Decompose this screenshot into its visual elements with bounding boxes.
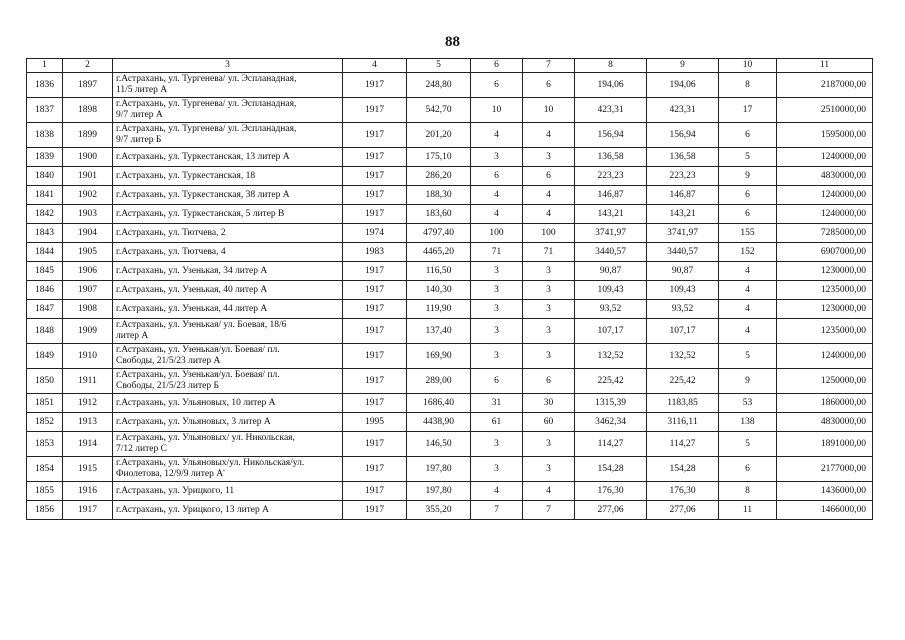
cell-col8: 194,06	[575, 73, 647, 98]
cell-col8: 114,27	[575, 432, 647, 457]
cell-col7: 6	[523, 167, 575, 186]
column-header: 1	[27, 59, 63, 73]
address-line: г.Астрахань, ул. Узенькая, 40 литер А	[116, 284, 268, 295]
cell-index: 1846	[27, 281, 63, 300]
address-line: 9/7 литер А	[116, 110, 163, 120]
cell-col6: 4	[471, 482, 523, 501]
cell-area: 4465,20	[407, 243, 471, 262]
cell-index: 1841	[27, 186, 63, 205]
cell-price: 1240000,00	[777, 186, 873, 205]
table-row	[27, 243, 873, 262]
table-row	[27, 98, 873, 123]
cell-col8: 3440,57	[575, 243, 647, 262]
cell-area: 248,80	[407, 73, 471, 98]
cell-area: 289,00	[407, 369, 471, 394]
cell-number: 1917	[63, 501, 113, 520]
cell-price: 2510000,00	[777, 98, 873, 123]
cell-number: 1910	[63, 344, 113, 369]
cell-price: 1466000,00	[777, 501, 873, 520]
cell-year: 1995	[343, 413, 407, 432]
cell-col8: 93,52	[575, 300, 647, 319]
address-line: г.Астрахань, ул. Туркестанская, 18	[116, 170, 256, 181]
table-row	[27, 501, 873, 520]
cell-col10: 6	[719, 205, 777, 224]
column-header: 3	[113, 59, 343, 73]
cell-col7: 3	[523, 457, 575, 482]
cell-year: 1917	[343, 501, 407, 520]
cell-col10: 53	[719, 394, 777, 413]
cell-area: 183,60	[407, 205, 471, 224]
cell-col6: 6	[471, 167, 523, 186]
cell-number: 1912	[63, 394, 113, 413]
cell-index: 1856	[27, 501, 63, 520]
cell-price: 4830000,00	[777, 167, 873, 186]
cell-address	[113, 394, 343, 413]
cell-index: 1852	[27, 413, 63, 432]
address-line: г.Астрахань, ул. Тургенева/ ул. Эспланадная,	[116, 99, 297, 109]
cell-year: 1917	[343, 300, 407, 319]
cell-col10: 4	[719, 281, 777, 300]
cell-number: 1905	[63, 243, 113, 262]
column-header: 6	[471, 59, 523, 73]
cell-address	[113, 281, 343, 300]
cell-index: 1851	[27, 394, 63, 413]
column-header: 8	[575, 59, 647, 73]
address-line: г.Астрахань, ул. Ульяновых/ ул. Никольская,	[116, 433, 295, 443]
column-header: 4	[343, 59, 407, 73]
cell-col7: 60	[523, 413, 575, 432]
cell-year: 1917	[343, 167, 407, 186]
address-line: г.Астрахань, ул. Урицкого, 13 литер А	[116, 504, 270, 515]
cell-index: 1844	[27, 243, 63, 262]
cell-col8: 423,31	[575, 98, 647, 123]
table-row	[27, 457, 873, 482]
cell-price: 1250000,00	[777, 369, 873, 394]
cell-col7: 3	[523, 432, 575, 457]
cell-col8: 107,17	[575, 319, 647, 344]
cell-col8: 136,58	[575, 148, 647, 167]
cell-address	[113, 148, 343, 167]
cell-area: 542,70	[407, 98, 471, 123]
address-line: г.Астрахань, ул. Туркестанская, 5 литер В	[116, 208, 285, 219]
cell-col7: 6	[523, 73, 575, 98]
address-line: г.Астрахань, ул. Узенькая, 34 литер А	[116, 265, 268, 276]
cell-index: 1845	[27, 262, 63, 281]
cell-col9: 114,27	[647, 432, 719, 457]
cell-col9: 3440,57	[647, 243, 719, 262]
cell-col6: 6	[471, 369, 523, 394]
cell-col7: 3	[523, 319, 575, 344]
table-row	[27, 148, 873, 167]
cell-year: 1917	[343, 205, 407, 224]
cell-number: 1915	[63, 457, 113, 482]
cell-address	[113, 432, 343, 457]
cell-number: 1907	[63, 281, 113, 300]
cell-col9: 93,52	[647, 300, 719, 319]
address-line: литер А	[116, 331, 149, 341]
cell-area: 188,30	[407, 186, 471, 205]
cell-col10: 155	[719, 224, 777, 243]
cell-col7: 10	[523, 98, 575, 123]
cell-col10: 17	[719, 98, 777, 123]
address-line: 7/12 литер С	[116, 444, 167, 454]
cell-area: 146,50	[407, 432, 471, 457]
header-row	[27, 59, 873, 73]
cell-col8: 143,21	[575, 205, 647, 224]
cell-number: 1904	[63, 224, 113, 243]
cell-col8: 176,30	[575, 482, 647, 501]
cell-col6: 100	[471, 224, 523, 243]
cell-address	[113, 123, 343, 148]
cell-col9: 107,17	[647, 319, 719, 344]
table-row	[27, 344, 873, 369]
cell-col9: 194,06	[647, 73, 719, 98]
cell-col8: 146,87	[575, 186, 647, 205]
cell-price: 2177000,00	[777, 457, 873, 482]
address-line: г.Астрахань, ул. Ульяновых/ул. Никольская/ул.	[116, 458, 305, 468]
cell-address	[113, 413, 343, 432]
cell-col9: 225,42	[647, 369, 719, 394]
cell-col7: 4	[523, 482, 575, 501]
cell-col6: 3	[471, 300, 523, 319]
cell-col10: 6	[719, 457, 777, 482]
cell-col6: 7	[471, 501, 523, 520]
address-line: г.Астрахань, ул. Узенькая/ул. Боевая/ пл.	[116, 345, 280, 355]
cell-area: 137,40	[407, 319, 471, 344]
cell-col10: 5	[719, 344, 777, 369]
cell-index: 1853	[27, 432, 63, 457]
cell-col6: 61	[471, 413, 523, 432]
cell-address	[113, 205, 343, 224]
table-row	[27, 319, 873, 344]
table-row	[27, 167, 873, 186]
cell-year: 1917	[343, 186, 407, 205]
cell-col8: 154,28	[575, 457, 647, 482]
cell-col6: 4	[471, 205, 523, 224]
cell-year: 1917	[343, 98, 407, 123]
cell-address	[113, 344, 343, 369]
table-row	[27, 205, 873, 224]
cell-price: 1595000,00	[777, 123, 873, 148]
cell-address	[113, 186, 343, 205]
cell-address	[113, 73, 343, 98]
cell-col10: 9	[719, 369, 777, 394]
cell-col7: 100	[523, 224, 575, 243]
cell-index: 1837	[27, 98, 63, 123]
cell-col6: 31	[471, 394, 523, 413]
cell-area: 201,20	[407, 123, 471, 148]
cell-year: 1983	[343, 243, 407, 262]
cell-year: 1974	[343, 224, 407, 243]
cell-number: 1902	[63, 186, 113, 205]
cell-price: 1860000,00	[777, 394, 873, 413]
cell-col10: 5	[719, 432, 777, 457]
column-header: 10	[719, 59, 777, 73]
cell-col10: 138	[719, 413, 777, 432]
cell-col10: 8	[719, 73, 777, 98]
address-line: г.Астрахань, ул. Урицкого, 11	[116, 485, 235, 496]
cell-col9: 176,30	[647, 482, 719, 501]
cell-address	[113, 224, 343, 243]
cell-col10: 11	[719, 501, 777, 520]
cell-col10: 5	[719, 148, 777, 167]
cell-col10: 4	[719, 300, 777, 319]
cell-col9: 154,28	[647, 457, 719, 482]
cell-year: 1917	[343, 394, 407, 413]
cell-number: 1899	[63, 123, 113, 148]
cell-price: 1436000,00	[777, 482, 873, 501]
cell-year: 1917	[343, 369, 407, 394]
cell-number: 1911	[63, 369, 113, 394]
cell-col9: 136,58	[647, 148, 719, 167]
cell-col9: 146,87	[647, 186, 719, 205]
address-line: г.Астрахань, ул. Ульяновых, 3 литер А	[116, 416, 271, 427]
cell-number: 1914	[63, 432, 113, 457]
cell-year: 1917	[343, 319, 407, 344]
cell-area: 140,30	[407, 281, 471, 300]
cell-col6: 4	[471, 123, 523, 148]
cell-col10: 8	[719, 482, 777, 501]
page-number: 88	[445, 34, 460, 50]
cell-col7: 3	[523, 262, 575, 281]
cell-col9: 132,52	[647, 344, 719, 369]
cell-address	[113, 501, 343, 520]
cell-year: 1917	[343, 148, 407, 167]
table-body	[27, 73, 873, 520]
cell-index: 1843	[27, 224, 63, 243]
cell-col9: 3741,97	[647, 224, 719, 243]
cell-index: 1850	[27, 369, 63, 394]
cell-year: 1917	[343, 457, 407, 482]
cell-number: 1913	[63, 413, 113, 432]
cell-col6: 6	[471, 73, 523, 98]
cell-year: 1917	[343, 344, 407, 369]
table-row	[27, 394, 873, 413]
column-header: 11	[777, 59, 873, 73]
cell-price: 1235000,00	[777, 281, 873, 300]
cell-col9: 90,87	[647, 262, 719, 281]
cell-area: 355,20	[407, 501, 471, 520]
cell-number: 1908	[63, 300, 113, 319]
cell-price: 1240000,00	[777, 148, 873, 167]
table-row	[27, 123, 873, 148]
cell-number: 1900	[63, 148, 113, 167]
cell-col8: 1315,39	[575, 394, 647, 413]
cell-price: 1235000,00	[777, 319, 873, 344]
cell-col6: 71	[471, 243, 523, 262]
cell-area: 4438,90	[407, 413, 471, 432]
cell-year: 1917	[343, 432, 407, 457]
cell-address	[113, 457, 343, 482]
cell-index: 1842	[27, 205, 63, 224]
cell-area: 4797,40	[407, 224, 471, 243]
address-line: г.Астрахань, ул. Тургенева/ ул. Эспланадная,	[116, 124, 297, 134]
cell-price: 7285000,00	[777, 224, 873, 243]
cell-address	[113, 482, 343, 501]
cell-price: 6907000,00	[777, 243, 873, 262]
cell-col8: 132,52	[575, 344, 647, 369]
address-line: г.Астрахань, ул. Узенькая, 44 литер А	[116, 303, 268, 314]
table-row	[27, 413, 873, 432]
cell-col9: 3116,11	[647, 413, 719, 432]
cell-col9: 277,06	[647, 501, 719, 520]
cell-col8: 225,42	[575, 369, 647, 394]
address-line: г.Астрахань, ул. Тютчева, 2	[116, 227, 226, 238]
cell-number: 1916	[63, 482, 113, 501]
address-line: г.Астрахань, ул. Тургенева/ ул. Эспланадная,	[116, 74, 297, 84]
cell-number: 1897	[63, 73, 113, 98]
table-row	[27, 482, 873, 501]
cell-col8: 156,94	[575, 123, 647, 148]
cell-address	[113, 319, 343, 344]
cell-number: 1901	[63, 167, 113, 186]
cell-year: 1917	[343, 73, 407, 98]
cell-col9: 423,31	[647, 98, 719, 123]
address-line: Свободы, 21/5/23 литер Б	[116, 381, 219, 391]
cell-address	[113, 369, 343, 394]
cell-area: 286,20	[407, 167, 471, 186]
cell-col6: 3	[471, 344, 523, 369]
cell-number: 1906	[63, 262, 113, 281]
cell-col6: 3	[471, 457, 523, 482]
cell-index: 1849	[27, 344, 63, 369]
address-line: г.Астрахань, ул. Тютчева, 4	[116, 246, 226, 257]
cell-area: 197,80	[407, 482, 471, 501]
address-line: г.Астрахань, ул. Туркестанская, 13 литер А	[116, 151, 290, 162]
cell-col7: 3	[523, 344, 575, 369]
cell-col7: 7	[523, 501, 575, 520]
cell-col8: 109,43	[575, 281, 647, 300]
table-row	[27, 300, 873, 319]
cell-address	[113, 243, 343, 262]
cell-col9: 156,94	[647, 123, 719, 148]
cell-col10: 4	[719, 319, 777, 344]
cell-price: 1230000,00	[777, 262, 873, 281]
cell-col6: 3	[471, 262, 523, 281]
cell-col10: 152	[719, 243, 777, 262]
cell-number: 1898	[63, 98, 113, 123]
cell-col7: 3	[523, 300, 575, 319]
cell-col7: 4	[523, 123, 575, 148]
column-header: 7	[523, 59, 575, 73]
cell-col8: 277,06	[575, 501, 647, 520]
cell-index: 1840	[27, 167, 63, 186]
cell-price: 2187000,00	[777, 73, 873, 98]
cell-year: 1917	[343, 262, 407, 281]
address-line: 11/5 литер А	[116, 85, 168, 95]
cell-area: 175,10	[407, 148, 471, 167]
column-header: 5	[407, 59, 471, 73]
cell-address	[113, 300, 343, 319]
cell-col9: 109,43	[647, 281, 719, 300]
cell-year: 1917	[343, 123, 407, 148]
table-row	[27, 224, 873, 243]
cell-price: 1240000,00	[777, 344, 873, 369]
column-header: 2	[63, 59, 113, 73]
cell-col7: 3	[523, 148, 575, 167]
cell-index: 1839	[27, 148, 63, 167]
cell-number: 1903	[63, 205, 113, 224]
address-line: 9/7 литер Б	[116, 135, 162, 145]
table-row	[27, 369, 873, 394]
cell-col6: 3	[471, 281, 523, 300]
cell-area: 169,90	[407, 344, 471, 369]
cell-address	[113, 262, 343, 281]
cell-index: 1854	[27, 457, 63, 482]
cell-col10: 4	[719, 262, 777, 281]
cell-price: 1891000,00	[777, 432, 873, 457]
table-row	[27, 262, 873, 281]
cell-index: 1836	[27, 73, 63, 98]
address-line: г.Астрахань, ул. Туркестанская, 38 литер А	[116, 189, 290, 200]
cell-col9: 223,23	[647, 167, 719, 186]
table-row	[27, 281, 873, 300]
cell-year: 1917	[343, 482, 407, 501]
table-row	[27, 186, 873, 205]
cell-area: 116,50	[407, 262, 471, 281]
cell-col7: 4	[523, 186, 575, 205]
cell-area: 197,80	[407, 457, 471, 482]
cell-area: 1686,40	[407, 394, 471, 413]
cell-price: 4830000,00	[777, 413, 873, 432]
cell-col8: 3741,97	[575, 224, 647, 243]
cell-index: 1848	[27, 319, 63, 344]
table-row	[27, 73, 873, 98]
table-row	[27, 432, 873, 457]
cell-col10: 6	[719, 186, 777, 205]
cell-col7: 6	[523, 369, 575, 394]
cell-price: 1230000,00	[777, 300, 873, 319]
cell-col8: 223,23	[575, 167, 647, 186]
property-table	[26, 58, 873, 520]
cell-col6: 10	[471, 98, 523, 123]
cell-col6: 4	[471, 186, 523, 205]
cell-col6: 3	[471, 319, 523, 344]
cell-col6: 3	[471, 432, 523, 457]
cell-col8: 3462,34	[575, 413, 647, 432]
cell-col10: 9	[719, 167, 777, 186]
cell-price: 1240000,00	[777, 205, 873, 224]
address-line: Фиолетова, 12/9/9 литер А'	[116, 469, 225, 479]
cell-col7: 3	[523, 281, 575, 300]
address-line: г.Астрахань, ул. Ульяновых, 10 литер А	[116, 397, 276, 408]
cell-year: 1917	[343, 281, 407, 300]
cell-col6: 3	[471, 148, 523, 167]
cell-index: 1838	[27, 123, 63, 148]
cell-col7: 4	[523, 205, 575, 224]
address-line: г.Астрахань, ул. Узенькая/ул. Боевая/ пл.	[116, 370, 280, 380]
cell-index: 1855	[27, 482, 63, 501]
cell-address	[113, 167, 343, 186]
cell-col9: 143,21	[647, 205, 719, 224]
cell-col10: 6	[719, 123, 777, 148]
cell-col8: 90,87	[575, 262, 647, 281]
cell-address	[113, 98, 343, 123]
cell-number: 1909	[63, 319, 113, 344]
cell-index: 1847	[27, 300, 63, 319]
column-header: 9	[647, 59, 719, 73]
cell-col9: 1183,85	[647, 394, 719, 413]
address-line: Свободы, 21/5/23 литер А	[116, 356, 221, 366]
cell-col7: 30	[523, 394, 575, 413]
cell-col7: 71	[523, 243, 575, 262]
cell-area: 119,90	[407, 300, 471, 319]
address-line: г.Астрахань, ул. Узенькая/ ул. Боевая, 18/6	[116, 320, 287, 330]
